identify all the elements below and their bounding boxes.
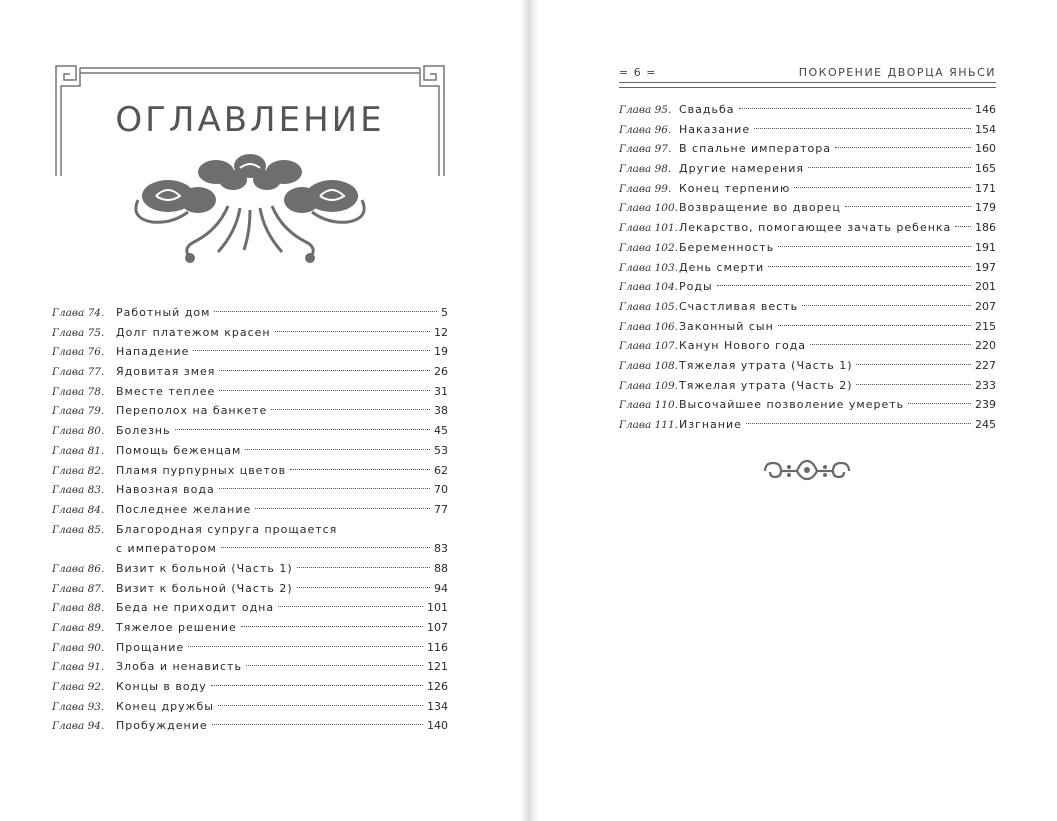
toc-leader-dots <box>297 567 430 568</box>
toc-chapter-number: Глава 110. <box>619 399 678 412</box>
toc-entry <box>52 323 448 343</box>
toc-page-number: 126 <box>427 680 448 694</box>
toc-chapter-title: Высочайшее позволение умереть <box>679 398 905 412</box>
toc-leader-dots <box>219 370 430 371</box>
toc-leader-dots <box>218 705 423 706</box>
toc-leader-dots <box>810 344 971 345</box>
toc-entry <box>52 559 448 579</box>
toc-page-number: 165 <box>975 162 996 176</box>
toc-entry <box>619 179 996 199</box>
toc-chapter-title: Возвращение во дворец <box>679 201 841 215</box>
toc-leader-dots <box>778 325 971 326</box>
toc-page-number: 12 <box>434 325 448 339</box>
toc-page-number: 70 <box>434 483 448 497</box>
toc-leader-dots <box>297 587 430 588</box>
toc-chapter-title: Злоба и ненависть <box>116 660 242 674</box>
toc-leader-dots <box>908 403 971 404</box>
toc-chapter-title: Болезнь <box>116 424 171 438</box>
toc-entry <box>619 139 996 159</box>
toc-chapter-number: Глава 80. <box>52 425 105 438</box>
toc-chapter-title: с императором <box>116 542 217 556</box>
toc-chapter-number: Глава 77. <box>52 366 105 379</box>
toc-entry <box>619 198 996 218</box>
toc-leader-dots <box>808 167 971 168</box>
toc-page-number: 94 <box>434 581 448 595</box>
toc-chapter-number: Глава 90. <box>52 641 105 654</box>
toc-chapter-title: Наказание <box>679 122 751 136</box>
toc-chapter-number: Глава 88. <box>52 602 105 615</box>
toc-leader-dots <box>835 147 971 148</box>
toc-page-number: 31 <box>434 384 448 398</box>
toc-chapter-number: Глава 94. <box>52 720 105 733</box>
toc-chapter-title: Вместе теплее <box>116 384 216 398</box>
toc-chapter-title: Законный сын <box>679 319 774 333</box>
toc-entry <box>619 297 996 317</box>
toc-page-number: 179 <box>975 201 996 215</box>
toc-entry <box>52 421 448 441</box>
running-title: ПОКОРЕНИЕ ДВОРЦА ЯНЬСИ <box>798 66 996 79</box>
toc-leader-dots <box>802 305 971 306</box>
toc-chapter-number: Глава 99. <box>619 182 672 195</box>
toc-leader-dots <box>955 226 971 227</box>
toc-entry <box>52 697 448 717</box>
toc-page-number: 146 <box>975 103 996 116</box>
toc-chapter-number: Глава 101. <box>619 222 678 235</box>
toc-entry <box>619 238 996 258</box>
toc-leader-dots <box>290 469 430 470</box>
toc-page-number: 207 <box>975 299 996 313</box>
toc-chapter-number: Глава 83. <box>52 484 105 497</box>
toc-list-left <box>52 303 448 736</box>
toc-leader-dots <box>856 364 971 365</box>
toc-entry <box>52 461 448 481</box>
toc-page-number: 220 <box>975 339 996 353</box>
toc-entry <box>619 218 996 238</box>
toc-page-number: 186 <box>975 221 996 235</box>
toc-chapter-number: Глава 85. <box>52 523 105 536</box>
toc-chapter-number: Глава 93. <box>52 700 105 713</box>
toc-chapter-number: Глава 87. <box>52 582 105 595</box>
toc-chapter-title: Нападение <box>116 345 190 359</box>
toc-entry <box>619 159 996 179</box>
toc-entry <box>52 520 448 540</box>
toc-leader-dots <box>271 409 430 410</box>
toc-leader-dots <box>214 311 437 312</box>
toc-chapter-number: Глава 100. <box>619 202 678 215</box>
toc-chapter-number: Глава 104. <box>619 281 678 294</box>
toc-chapter-number: Глава 81. <box>52 444 105 457</box>
toc-leader-dots <box>856 384 971 385</box>
toc-entry <box>619 277 996 297</box>
toc-chapter-number: Глава 108. <box>619 359 678 372</box>
toc-leader-dots <box>255 508 430 509</box>
toc-page-number: 227 <box>975 358 996 372</box>
toc-leader-dots <box>188 646 423 647</box>
toc-chapter-number: Глава 103. <box>619 261 678 274</box>
toc-leader-dots <box>778 246 971 247</box>
toc-chapter-title: Помощь беженцам <box>116 443 242 457</box>
toc-chapter-title: Тяжелое решение <box>116 621 237 634</box>
toc-chapter-title: Визит к больной (Часть 1) <box>116 561 293 575</box>
toc-leader-dots <box>212 724 423 725</box>
toc-page-number: 5 <box>441 306 448 319</box>
toc-leader-dots <box>193 350 430 351</box>
toc-chapter-number: Глава 109. <box>619 379 678 392</box>
toc-chapter-number: Глава 95. <box>619 104 672 116</box>
book-gutter <box>520 0 538 821</box>
toc-page-number: 121 <box>427 660 448 674</box>
toc-chapter-title: Изгнание <box>679 418 742 431</box>
toc-entry <box>52 579 448 599</box>
toc-chapter-title: Счастливая весть <box>679 299 799 313</box>
toc-chapter-number: Глава 75. <box>52 326 105 339</box>
toc-chapter-title: Работный дом <box>116 306 211 319</box>
toc-entry <box>619 258 996 278</box>
toc-chapter-number: Глава 86. <box>52 562 105 575</box>
toc-chapter-title: В спальне императора <box>679 142 831 156</box>
toc-page-number: 201 <box>975 280 996 294</box>
toc-entry <box>52 598 448 618</box>
toc-chapter-number: Глава 105. <box>619 300 678 313</box>
toc-entry <box>619 100 996 120</box>
toc-entry <box>52 401 448 421</box>
toc-entry <box>52 303 448 323</box>
page-number: = 6 = <box>619 66 657 79</box>
toc-entry <box>619 120 996 140</box>
toc-entry <box>52 342 448 362</box>
toc-leader-dots <box>717 285 971 286</box>
toc-chapter-title: Переполох на банкете <box>116 404 268 418</box>
toc-page-number: 191 <box>975 240 996 254</box>
toc-page-number: 239 <box>975 398 996 412</box>
toc-page-number: 140 <box>427 719 448 733</box>
toc-chapter-title: Пробуждение <box>116 719 208 733</box>
toc-page-number: 245 <box>975 418 996 431</box>
toc-chapter-title: Благородная супруга прощается <box>116 522 338 536</box>
toc-leader-dots <box>739 108 971 109</box>
toc-chapter-number: Глава 76. <box>52 346 105 359</box>
toc-page-number: 77 <box>434 502 448 516</box>
toc-entry <box>52 500 448 520</box>
toc-leader-dots <box>241 626 423 627</box>
toc-chapter-number: Глава 96. <box>619 123 672 136</box>
toc-list-right <box>619 100 996 435</box>
toc-page-number: 116 <box>427 640 448 654</box>
toc-leader-dots <box>746 423 971 424</box>
toc-leader-dots <box>219 390 430 391</box>
toc-chapter-number: Глава 107. <box>619 340 678 353</box>
toc-chapter-title: Конец терпению <box>679 181 791 195</box>
toc-chapter-title: Ядовитая змея <box>116 365 216 379</box>
toc-entry <box>52 539 448 559</box>
toc-chapter-number: Глава 97. <box>619 143 672 156</box>
toc-leader-dots <box>221 547 430 548</box>
scroll-ornament-icon <box>759 457 855 483</box>
toc-entry <box>619 356 996 376</box>
toc-page-number: 134 <box>427 699 448 713</box>
toc-leader-dots <box>246 665 423 666</box>
toc-entry <box>52 677 448 697</box>
toc-entry <box>52 618 448 638</box>
toc-chapter-title: Свадьба <box>679 103 735 116</box>
header-rule <box>619 82 996 88</box>
toc-chapter-number: Глава 84. <box>52 503 105 516</box>
toc-page-number: 83 <box>434 542 448 556</box>
toc-page-number: 197 <box>975 260 996 274</box>
toc-chapter-title: Беременность <box>679 240 775 254</box>
toc-chapter-title: Пламя пурпурных цветов <box>116 463 287 477</box>
toc-page-number: 38 <box>434 404 448 418</box>
toc-chapter-number: Глава 92. <box>52 681 105 694</box>
toc-entry <box>52 362 448 382</box>
toc-heading: ОГЛАВЛЕНИЕ <box>115 100 385 140</box>
toc-page-number: 107 <box>427 621 448 634</box>
toc-chapter-title: Тяжелая утрата (Часть 2) <box>679 378 853 392</box>
toc-chapter-title: Прощание <box>116 640 185 654</box>
toc-entry <box>619 376 996 396</box>
toc-chapter-number: Глава 102. <box>619 241 678 254</box>
toc-entry <box>52 716 448 736</box>
toc-chapter-title: Концы в воду <box>116 680 207 694</box>
toc-chapter-title: Роды <box>679 280 713 294</box>
toc-page-number: 45 <box>434 424 448 438</box>
toc-chapter-number: Глава 74. <box>52 307 105 319</box>
toc-chapter-number: Глава 98. <box>619 163 672 176</box>
toc-leader-dots <box>175 429 430 430</box>
toc-leader-dots <box>845 206 971 207</box>
cloud-ornament-icon <box>128 150 372 268</box>
toc-chapter-title: Навозная вода <box>116 483 215 497</box>
toc-chapter-number: Глава 82. <box>52 464 105 477</box>
toc-leader-dots <box>245 449 430 450</box>
toc-page-number: 19 <box>434 345 448 359</box>
toc-page-number: 233 <box>975 378 996 392</box>
toc-entry <box>619 336 996 356</box>
toc-chapter-title: Тяжелая утрата (Часть 1) <box>679 358 853 372</box>
toc-chapter-title: Конец дружбы <box>116 699 214 713</box>
toc-chapter-number: Глава 91. <box>52 661 105 674</box>
toc-page-number: 160 <box>975 142 996 156</box>
toc-page-number: 62 <box>434 463 448 477</box>
toc-chapter-title: Последнее желание <box>116 502 252 516</box>
toc-chapter-title: Долг платежом красен <box>116 325 271 339</box>
toc-chapter-title: Визит к больной (Часть 2) <box>116 581 293 595</box>
toc-entry <box>52 657 448 677</box>
toc-page-number: 26 <box>434 365 448 379</box>
toc-entry <box>619 317 996 337</box>
toc-page-number: 154 <box>975 122 996 136</box>
toc-page-number: 53 <box>434 443 448 457</box>
toc-page-number: 88 <box>434 561 448 575</box>
toc-entry <box>619 395 996 415</box>
toc-entry <box>52 382 448 402</box>
toc-chapter-number: Глава 78. <box>52 385 105 398</box>
toc-chapter-number: Глава 79. <box>52 405 105 418</box>
toc-leader-dots <box>219 488 430 489</box>
toc-chapter-title: Другие намерения <box>679 162 804 176</box>
toc-chapter-title: Лекарство, помогающее зачать ребенка <box>679 221 952 235</box>
toc-leader-dots <box>211 685 423 686</box>
toc-leader-dots <box>275 331 430 332</box>
toc-leader-dots <box>768 266 971 267</box>
toc-leader-dots <box>278 606 423 607</box>
toc-entry <box>52 441 448 461</box>
toc-leader-dots <box>794 187 971 188</box>
toc-page-number: 171 <box>975 181 996 195</box>
toc-leader-dots <box>754 128 971 129</box>
toc-page-number: 215 <box>975 319 996 333</box>
toc-chapter-number: Глава 106. <box>619 320 678 333</box>
toc-chapter-title: Беда не приходит одна <box>116 601 275 615</box>
toc-chapter-number: Глава 89. <box>52 622 105 634</box>
toc-chapter-title: Канун Нового года <box>679 339 807 353</box>
toc-entry <box>619 415 996 435</box>
toc-chapter-title: День смерти <box>679 260 765 274</box>
toc-page-number: 101 <box>427 601 448 615</box>
toc-entry <box>52 480 448 500</box>
toc-chapter-number: Глава 111. <box>619 419 678 431</box>
toc-entry <box>52 638 448 658</box>
